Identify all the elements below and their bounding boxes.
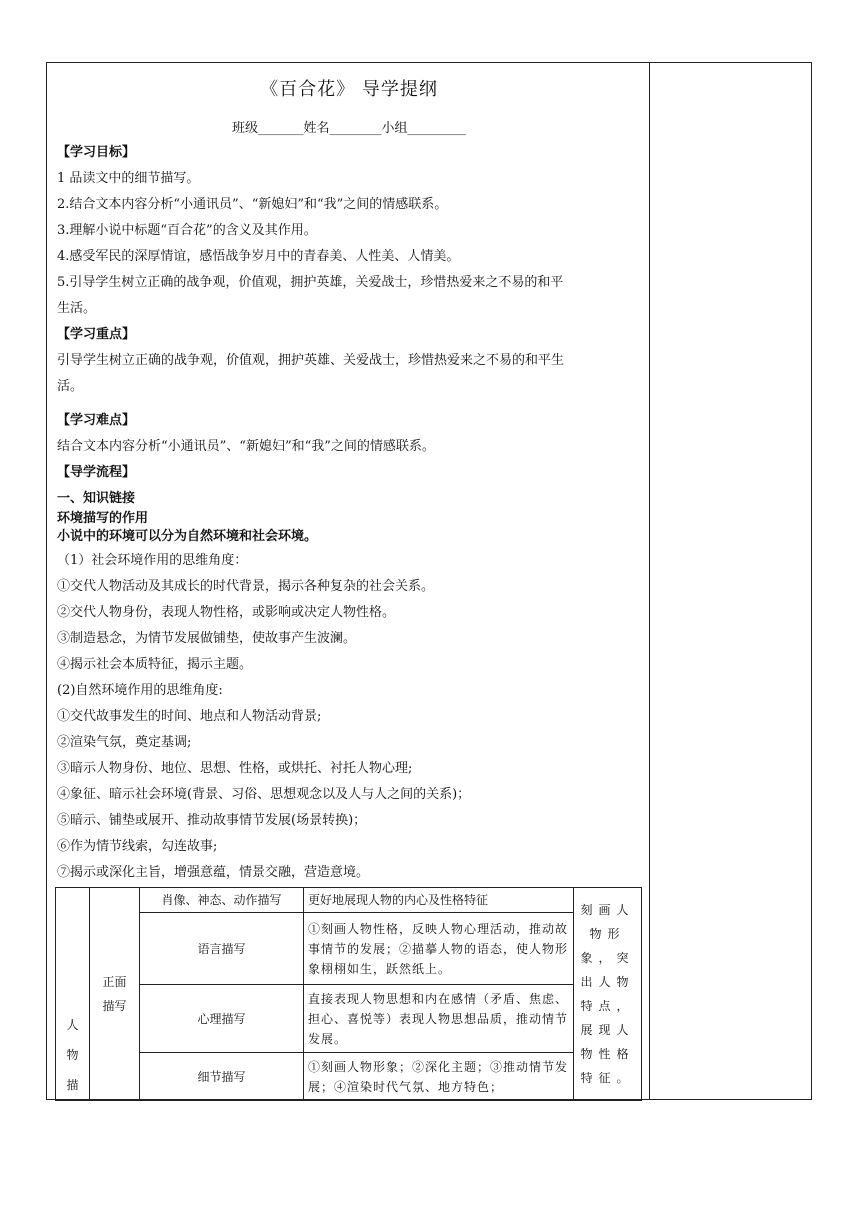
body-line: (2)自然环境作用的思维角度:: [57, 683, 223, 698]
body-line: ⑥作为情节线索，勾连故事;: [57, 839, 218, 854]
table-method-cell: 语言描写: [140, 913, 304, 985]
class-name-group-line: 班级_______姓名________小组_________: [231, 121, 466, 136]
table-summary-cell: 刻画人物形象，突出人物特点，展现人物性格特征。: [574, 888, 642, 1101]
body-line: （1）社会环境作用的思维角度：: [57, 553, 248, 568]
section-heading: 【学习难点】: [57, 413, 136, 428]
body-line: ②渲染气氛，奠定基调;: [57, 735, 192, 750]
section-heading: 【学习目标】: [57, 145, 136, 160]
body-line: 活。: [57, 379, 84, 394]
body-line: ②交代人物身份，表现人物性格，或影响或决定人物性格。: [57, 605, 396, 620]
table-effect-cell: 更好地展现人物的内心及性格特征: [304, 888, 574, 913]
body-line: ④象征、暗示社会环境(背景、习俗、思想观念以及人与人之间的关系)；: [57, 787, 471, 802]
table-method-cell: 细节描写: [140, 1053, 304, 1101]
body-line: ⑤暗示、铺垫或展开、推动故事情节发展(场景转换)；: [57, 813, 367, 828]
table-method-cell: 肖像、神态、动作描写: [140, 888, 304, 913]
table-effect-cell: ①刻画人物形象；②深化主题；③推动情节发展；④渲染时代气氛、地方特色；: [304, 1053, 574, 1101]
document-frame: [46, 62, 812, 1100]
body-line: 引导学生树立正确的战争观，价值观，拥护英雄、关爱战士，珍惜热爱来之不易的和平生: [57, 353, 565, 368]
section-heading: 一、知识链接: [57, 491, 136, 506]
body-line: ⑦揭示或深化主旨，增强意蕴，情景交融，营造意境。: [57, 865, 370, 880]
body-line: ③制造悬念，为情节发展做铺垫，使故事产生波澜。: [57, 631, 357, 646]
section-heading: 环境描写的作用: [57, 511, 149, 526]
table-category-text: 人 物 描: [66, 1018, 79, 1092]
table-subcategory-text: 正面 描写: [102, 975, 127, 1013]
table-effect-cell: ①刻画人物性格，反映人物心理活动，推动故事情节的发展；②描摹人物的语态，使人物形象栩栩如生，跃然纸上。: [304, 913, 574, 985]
section-heading: 【导学流程】: [57, 465, 136, 480]
section-heading: 【学习重点】: [57, 327, 136, 342]
description-methods-table: [55, 887, 642, 1101]
body-line: 2.结合文本内容分析“小通讯员”、“新媳妇”和“我”之间的情感联系。: [57, 197, 448, 212]
body-line: 3.理解小说中标题“百合花”的含义及其作用。: [57, 223, 317, 238]
body-line: 1 品读文中的细节描写。: [57, 171, 200, 186]
table-effect-cell: 直接表现人物思想和内在感情（矛盾、焦虑、担心、喜悦等）表现人物思想品质，推动情节发展。: [304, 985, 574, 1053]
column-divider: [649, 63, 650, 1099]
table-category-cell: [56, 888, 90, 1101]
body-line: 结合文本内容分析“小通讯员”、“新媳妇”和“我”之间的情感联系。: [57, 439, 435, 454]
table-subcategory-cell: [90, 888, 140, 1101]
body-line: ④揭示社会本质特征，揭示主题。: [57, 657, 253, 672]
table-method-cell: 心理描写: [140, 985, 304, 1053]
body-line: 4.感受军民的深厚情谊，感悟战争岁月中的青春美、人性美、人情美。: [57, 249, 460, 264]
body-line: 5.引导学生树立正确的战争观，价值观，拥护英雄，关爱战士，珍惜热爱来之不易的和平: [57, 275, 564, 290]
section-heading: 小说中的环境可以分为自然环境和社会环境。: [57, 529, 318, 544]
body-line: 生活。: [57, 301, 97, 316]
body-line: ①交代故事发生的时间、地点和人物活动背景;: [57, 709, 322, 724]
body-line: ①交代人物活动及其成长的时代背景，揭示各种复杂的社会关系。: [57, 579, 435, 594]
document-title: 《百合花》 导学提纲: [260, 79, 438, 100]
body-line: ③暗示人物身份、地位、思想、性格，或烘托、衬托人物心理;: [57, 761, 413, 776]
